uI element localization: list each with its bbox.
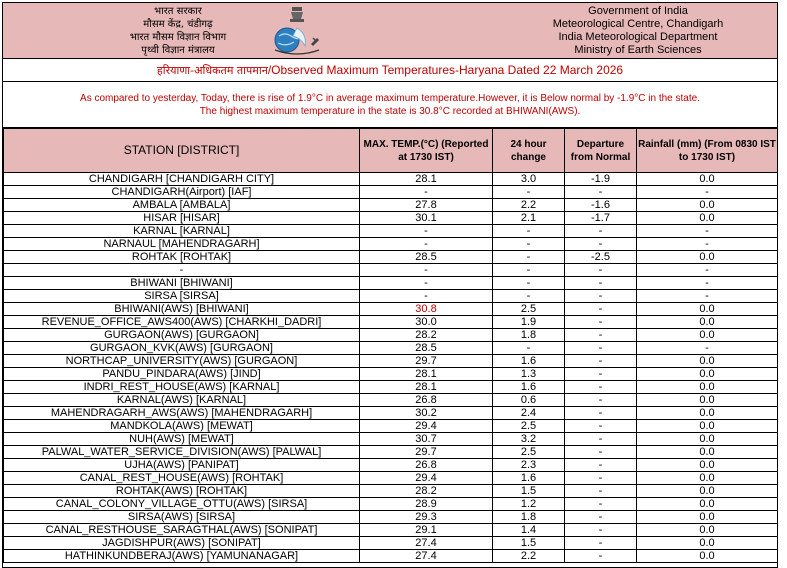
rainfall-cell: 0.0 [637, 212, 778, 225]
max-temp-cell: 28.1 [360, 368, 493, 381]
summary-line: The highest maximum temperature in the state is 30.8°C recorded at BHIWANI(AWS). [199, 106, 581, 117]
table-row [4, 485, 778, 498]
column-header-max-temp: MAX. TEMP.(°C) (Reported at 1730 IST) [360, 129, 493, 173]
change-cell: - [493, 277, 565, 290]
rainfall-cell: 0.0 [637, 316, 778, 329]
change-cell: 1.6 [493, 355, 565, 368]
rainfall-cell: - [637, 342, 778, 355]
departure-cell: - [565, 368, 637, 381]
station-cell: CANAL_RESTHOUSE_SARAGTHAL(AWS) [SONIPAT] [4, 524, 360, 537]
max-temp-cell: 29.1 [360, 524, 493, 537]
rainfall-cell: 0.0 [637, 368, 778, 381]
rainfall-cell: 0.0 [637, 407, 778, 420]
change-cell: 1.6 [493, 381, 565, 394]
change-cell: 2.5 [493, 303, 565, 316]
max-temp-cell: 29.3 [360, 511, 493, 524]
table-row [4, 238, 778, 251]
station-cell: REVENUE_OFFICE_AWS400(AWS) [CHARKHI_DADRI] [4, 316, 360, 329]
departure-cell: - [565, 459, 637, 472]
table-row [4, 511, 778, 524]
column-header-station: STATION [DISTRICT] [4, 129, 360, 173]
english-line: India Meteorological Department [558, 31, 718, 43]
departure-cell: - [565, 238, 637, 251]
departure-cell: - [565, 303, 637, 316]
title-english: /Observed Maximum Temperatures-Haryana Dated 22 March 2026 [267, 63, 624, 77]
table-row [4, 537, 778, 550]
table-row [4, 251, 778, 264]
departure-cell: - [565, 355, 637, 368]
english-org-block [503, 5, 773, 57]
report-sheet [2, 2, 778, 568]
departure-cell: - [565, 329, 637, 342]
station-cell: - [4, 264, 360, 277]
table-row [4, 459, 778, 472]
rainfall-cell: 0.0 [637, 459, 778, 472]
rainfall-cell: 0.0 [637, 355, 778, 368]
change-cell: - [493, 342, 565, 355]
departure-cell: - [565, 472, 637, 485]
departure-cell: - [565, 225, 637, 238]
change-cell: 1.3 [493, 368, 565, 381]
change-cell: - [493, 290, 565, 303]
departure-cell: - [565, 498, 637, 511]
station-cell: CANAL_COLONY_VILLAGE_OTTU(AWS) [SIRSA] [4, 498, 360, 511]
change-cell: 1.5 [493, 537, 565, 550]
rainfall-cell: - [637, 186, 778, 199]
change-cell: 1.9 [493, 316, 565, 329]
table-row [4, 225, 778, 238]
max-temp-cell: 30.1 [360, 212, 493, 225]
departure-cell: - [565, 264, 637, 277]
rainfall-cell: 0.0 [637, 446, 778, 459]
column-header-24h-change: 24 hour change [493, 129, 565, 173]
table-row [4, 316, 778, 329]
rainfall-cell: 0.0 [637, 511, 778, 524]
departure-cell: - [565, 550, 637, 563]
table-row [4, 407, 778, 420]
rainfall-cell: 0.0 [637, 173, 778, 186]
station-cell: INDRI_REST_HOUSE(AWS) [KARNAL] [4, 381, 360, 394]
max-temp-cell: 29.7 [360, 355, 493, 368]
change-cell: 2.5 [493, 446, 565, 459]
table-body [4, 173, 778, 563]
rainfall-cell: 0.0 [637, 524, 778, 537]
table-row [4, 381, 778, 394]
rainfall-cell: 0.0 [637, 433, 778, 446]
max-temp-cell: - [360, 290, 493, 303]
change-cell: 1.2 [493, 498, 565, 511]
hindi-line: मौसम केंद्र, चंडीगढ़ [143, 19, 213, 30]
change-cell: - [493, 186, 565, 199]
hindi-line: पृथ्वी विज्ञान मंत्रालय [141, 45, 215, 56]
summary-line: As compared to yesterday, Today, there is rise of 1.9°C in average maximum temperature.However, it is Below normal by -1.9°C in the state. [80, 93, 700, 104]
table-row [4, 212, 778, 225]
hindi-line: भारत सरकार [154, 6, 202, 17]
change-cell: - [493, 238, 565, 251]
station-cell: PANDU_PINDARA(AWS) [JIND] [4, 368, 360, 381]
departure-cell: - [565, 407, 637, 420]
max-temp-cell: 29.4 [360, 472, 493, 485]
max-temp-cell: 30.7 [360, 433, 493, 446]
departure-cell: - [565, 342, 637, 355]
table-row [4, 199, 778, 212]
station-cell: AMBALA [AMBALA] [4, 199, 360, 212]
change-cell: 2.5 [493, 420, 565, 433]
rainfall-cell: - [637, 277, 778, 290]
max-temp-cell: - [360, 186, 493, 199]
hindi-org-block [103, 5, 253, 57]
table-row [4, 290, 778, 303]
max-temp-cell: 26.8 [360, 394, 493, 407]
departure-cell: - [565, 186, 637, 199]
departure-cell: - [565, 537, 637, 550]
english-line: Meteorological Centre, Chandigarh [552, 18, 724, 30]
rainfall-cell: - [637, 225, 778, 238]
max-temp-cell: 27.8 [360, 199, 493, 212]
change-cell: 1.6 [493, 472, 565, 485]
title-hindi: हरियाणा-अधिकतम तापमान [156, 64, 268, 77]
station-cell: NUH(AWS) [MEWAT] [4, 433, 360, 446]
departure-cell: - [565, 394, 637, 407]
column-header-rainfall: Rainfall (mm) (From 0830 IST to 1730 IST) [637, 129, 778, 173]
table-header-row [4, 129, 778, 173]
max-temp-cell: 30.8 [360, 303, 493, 316]
max-temp-cell: 27.4 [360, 537, 493, 550]
rainfall-cell: 0.0 [637, 550, 778, 563]
station-cell: CHANDIGARH(Airport) [IAF] [4, 186, 360, 199]
departure-cell: - [565, 485, 637, 498]
station-cell: NARNAUL [MAHENDRAGARH] [4, 238, 360, 251]
table-row [4, 173, 778, 186]
departure-cell: -1.6 [565, 199, 637, 212]
station-cell: SIRSA [SIRSA] [4, 290, 360, 303]
change-cell: 1.5 [493, 485, 565, 498]
rainfall-cell: 0.0 [637, 303, 778, 316]
column-header-departure: Departure from Normal [565, 129, 637, 173]
rainfall-cell: - [637, 238, 778, 251]
departure-cell: -1.7 [565, 212, 637, 225]
departure-cell: - [565, 277, 637, 290]
state-emblem-with-globe-icon [269, 6, 325, 56]
max-temp-cell: - [360, 225, 493, 238]
table-row [4, 394, 778, 407]
table-row [4, 303, 778, 316]
station-cell: UJHA(AWS) [PANIPAT] [4, 459, 360, 472]
change-cell: 2.1 [493, 212, 565, 225]
rainfall-cell: - [637, 264, 778, 277]
table-row [4, 524, 778, 537]
temperature-table [3, 128, 778, 563]
station-cell: GURGAON(AWS) [GURGAON] [4, 329, 360, 342]
rainfall-cell: 0.0 [637, 420, 778, 433]
max-temp-cell: 27.4 [360, 550, 493, 563]
change-cell: 1.4 [493, 524, 565, 537]
departure-cell: - [565, 433, 637, 446]
station-cell: PALWAL_WATER_SERVICE_DIVISION(AWS) [PALWAL] [4, 446, 360, 459]
change-cell: 2.4 [493, 407, 565, 420]
max-temp-cell: 28.5 [360, 251, 493, 264]
station-cell: GURGAON_KVK(AWS) [GURGAON] [4, 342, 360, 355]
station-cell: MAHENDRAGARH_AWS(AWS) [MAHENDRAGARH] [4, 407, 360, 420]
departure-cell: - [565, 511, 637, 524]
rainfall-cell: 0.0 [637, 394, 778, 407]
departure-cell: -2.5 [565, 251, 637, 264]
change-cell: 0.6 [493, 394, 565, 407]
table-row [4, 342, 778, 355]
station-cell: CHANDIGARH [CHANDIGARH CITY] [4, 173, 360, 186]
max-temp-cell: 28.5 [360, 342, 493, 355]
change-cell: 3.2 [493, 433, 565, 446]
max-temp-cell: 29.4 [360, 420, 493, 433]
hindi-line: भारत मौसम विज्ञान विभाग [129, 32, 227, 43]
station-cell: ROHTAK(AWS) [ROHTAK] [4, 485, 360, 498]
rainfall-cell: 0.0 [637, 251, 778, 264]
table-row [4, 355, 778, 368]
station-cell: HISAR [HISAR] [4, 212, 360, 225]
rainfall-cell: 0.0 [637, 199, 778, 212]
rainfall-cell: 0.0 [637, 498, 778, 511]
summary-text [3, 82, 777, 128]
departure-cell: - [565, 446, 637, 459]
station-cell: MANDKOLA(AWS) [MEWAT] [4, 420, 360, 433]
max-temp-cell: 30.0 [360, 316, 493, 329]
table-row [4, 264, 778, 277]
change-cell: 2.3 [493, 459, 565, 472]
english-line: Ministry of Earth Sciences [574, 44, 702, 56]
station-cell: BHIWANI(AWS) [BHIWANI] [4, 303, 360, 316]
rainfall-cell: 0.0 [637, 485, 778, 498]
table-row [4, 277, 778, 290]
station-cell: JAGDISHPUR(AWS) [SONIPAT] [4, 537, 360, 550]
departure-cell: -1.9 [565, 173, 637, 186]
change-cell: 3.0 [493, 173, 565, 186]
rainfall-cell: 0.0 [637, 537, 778, 550]
max-temp-cell: - [360, 277, 493, 290]
change-cell: 1.8 [493, 511, 565, 524]
max-temp-cell: - [360, 238, 493, 251]
max-temp-cell: - [360, 264, 493, 277]
table-row [4, 329, 778, 342]
english-line: Government of India [588, 5, 688, 17]
change-cell: 1.8 [493, 329, 565, 342]
table-row [4, 420, 778, 433]
station-cell: SIRSA(AWS) [SIRSA] [4, 511, 360, 524]
station-cell: KARNAL [KARNAL] [4, 225, 360, 238]
max-temp-cell: 30.2 [360, 407, 493, 420]
report-header [3, 3, 777, 59]
change-cell: - [493, 225, 565, 238]
change-cell: 2.2 [493, 199, 565, 212]
table-row [4, 550, 778, 563]
station-cell: BHIWANI [BHIWANI] [4, 277, 360, 290]
departure-cell: - [565, 290, 637, 303]
station-cell: KARNAL(AWS) [KARNAL] [4, 394, 360, 407]
rainfall-cell: 0.0 [637, 472, 778, 485]
max-temp-cell: 28.1 [360, 381, 493, 394]
departure-cell: - [565, 381, 637, 394]
rainfall-cell: - [637, 290, 778, 303]
max-temp-cell: 28.1 [360, 173, 493, 186]
table-row [4, 186, 778, 199]
table-row [4, 472, 778, 485]
departure-cell: - [565, 420, 637, 433]
departure-cell: - [565, 524, 637, 537]
station-cell: HATHINKUNDBERAJ(AWS) [YAMUNANAGAR] [4, 550, 360, 563]
change-cell: - [493, 264, 565, 277]
table-row [4, 433, 778, 446]
station-cell: ROHTAK [ROHTAK] [4, 251, 360, 264]
table-row [4, 446, 778, 459]
max-temp-cell: 28.2 [360, 329, 493, 342]
max-temp-cell: 28.2 [360, 485, 493, 498]
departure-cell: - [565, 316, 637, 329]
max-temp-cell: 29.7 [360, 446, 493, 459]
change-cell: - [493, 251, 565, 264]
table-row [4, 368, 778, 381]
table-row [4, 498, 778, 511]
report-title [3, 59, 777, 82]
station-cell: CANAL_REST_HOUSE(AWS) [ROHTAK] [4, 472, 360, 485]
max-temp-cell: 26.8 [360, 459, 493, 472]
rainfall-cell: 0.0 [637, 329, 778, 342]
max-temp-cell: 28.9 [360, 498, 493, 511]
station-cell: NORTHCAP_UNIVERSITY(AWS) [GURGAON] [4, 355, 360, 368]
change-cell: 2.2 [493, 550, 565, 563]
rainfall-cell: 0.0 [637, 381, 778, 394]
